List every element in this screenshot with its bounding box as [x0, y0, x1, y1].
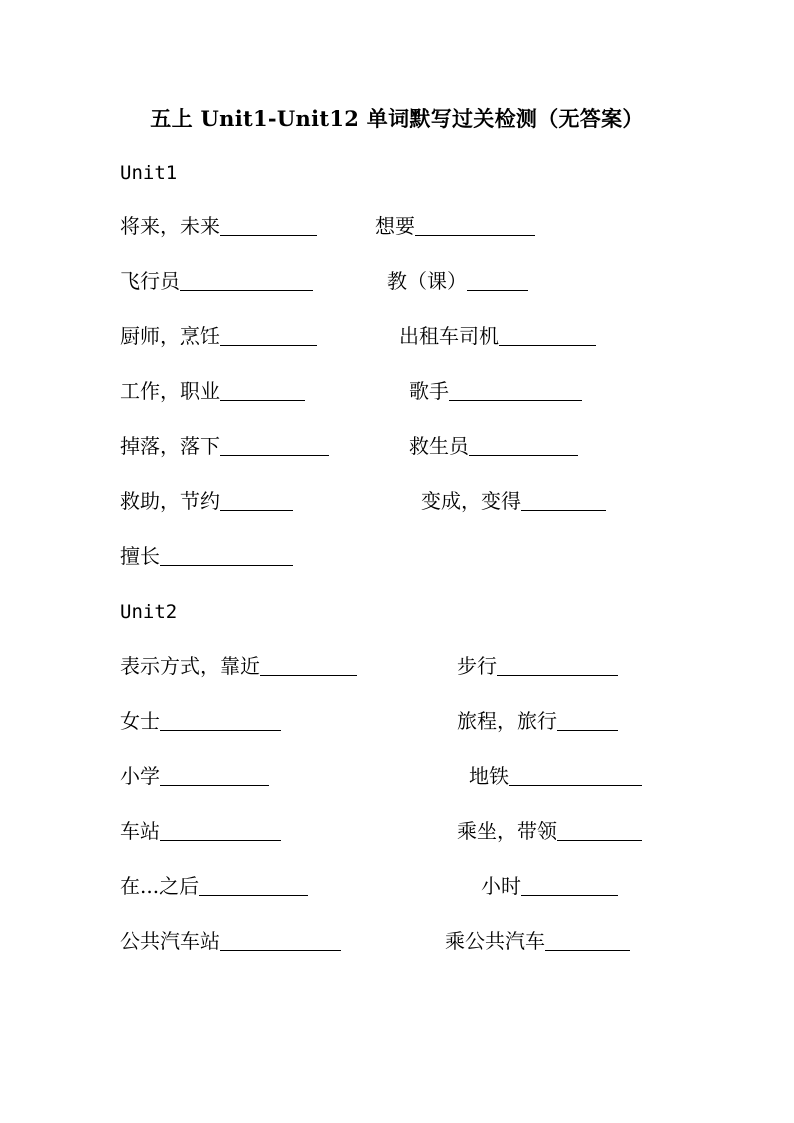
vocab-item — [387, 269, 528, 293]
answer-blank[interactable] — [160, 545, 293, 566]
vocab-item — [445, 929, 630, 953]
vocab-prompt: 飞行员 — [120, 269, 180, 293]
vocab-prompt: 旅程，旅行 — [457, 709, 557, 733]
vocab-item — [457, 819, 642, 843]
vocab-item — [120, 214, 317, 238]
vocab-item — [120, 819, 281, 843]
answer-blank[interactable] — [521, 875, 618, 896]
vocab-item — [120, 929, 341, 953]
vocab-prompt: 擅长 — [120, 544, 160, 568]
vocab-item — [120, 434, 329, 458]
answer-blank[interactable] — [220, 490, 293, 511]
answer-blank[interactable] — [497, 655, 618, 676]
vocab-item — [120, 709, 281, 733]
answer-blank[interactable] — [499, 325, 596, 346]
vocab-prompt: 出租车司机 — [399, 324, 499, 348]
vocab-prompt: 车站 — [120, 819, 160, 843]
vocab-item — [409, 379, 582, 403]
vocab-item — [469, 764, 642, 788]
vocab-prompt: 小时 — [481, 874, 521, 898]
vocab-prompt: 在...之后 — [120, 874, 200, 898]
vocab-item — [399, 324, 596, 348]
vocab-item — [481, 874, 618, 898]
answer-blank[interactable] — [160, 820, 281, 841]
vocab-prompt: 工作，职业 — [120, 379, 220, 403]
vocab-prompt: 公共汽车站 — [120, 929, 220, 953]
vocab-prompt: 女士 — [120, 709, 160, 733]
answer-blank[interactable] — [260, 655, 357, 676]
vocab-item — [120, 379, 305, 403]
answer-blank[interactable] — [160, 765, 269, 786]
vocab-prompt: 教（课） — [387, 269, 467, 293]
answer-blank[interactable] — [509, 765, 642, 786]
vocab-prompt: 掉落，落下 — [120, 434, 220, 458]
vocab-prompt: 救生员 — [409, 434, 469, 458]
answer-blank[interactable] — [220, 930, 341, 951]
vocab-item — [120, 269, 313, 293]
answer-blank[interactable] — [220, 380, 305, 401]
page-title: 五上 Unit1-Unit12 单词默写过关检测（无答案） — [150, 106, 644, 131]
answer-blank[interactable] — [557, 710, 618, 731]
vocab-item — [120, 764, 269, 788]
vocab-prompt: 变成，变得 — [421, 489, 521, 513]
unit1-heading: Unit1 — [120, 162, 178, 184]
vocab-prompt: 乘坐，带领 — [457, 819, 557, 843]
vocab-item — [120, 324, 317, 348]
vocab-prompt: 救助，节约 — [120, 489, 220, 513]
vocab-item — [120, 654, 357, 678]
vocab-prompt: 小学 — [120, 764, 160, 788]
answer-blank[interactable] — [220, 325, 317, 346]
vocab-item — [421, 489, 606, 513]
answer-blank[interactable] — [220, 435, 329, 456]
answer-blank[interactable] — [220, 215, 317, 236]
vocab-item — [120, 544, 293, 568]
unit2-heading: Unit2 — [120, 601, 178, 623]
answer-blank[interactable] — [415, 215, 535, 236]
vocab-item — [409, 434, 578, 458]
answer-blank[interactable] — [160, 710, 281, 731]
vocab-prompt: 地铁 — [469, 764, 509, 788]
vocab-prompt: 步行 — [457, 654, 497, 678]
vocab-item — [120, 874, 308, 898]
answer-blank[interactable] — [545, 930, 630, 951]
vocab-item — [457, 709, 618, 733]
vocab-prompt: 歌手 — [409, 379, 449, 403]
answer-blank[interactable] — [180, 270, 313, 291]
answer-blank[interactable] — [557, 820, 642, 841]
vocab-item — [375, 214, 535, 238]
vocab-item — [457, 654, 618, 678]
answer-blank[interactable] — [521, 490, 606, 511]
vocab-prompt: 想要 — [375, 214, 415, 238]
vocab-prompt: 将来，未来 — [120, 214, 220, 238]
answer-blank[interactable] — [467, 270, 528, 291]
answer-blank[interactable] — [449, 380, 582, 401]
vocab-prompt: 表示方式，靠近 — [120, 654, 260, 678]
vocab-prompt: 乘公共汽车 — [445, 929, 545, 953]
answer-blank[interactable] — [199, 875, 308, 896]
vocab-prompt: 厨师，烹饪 — [120, 324, 220, 348]
vocab-item — [120, 489, 293, 513]
answer-blank[interactable] — [469, 435, 578, 456]
